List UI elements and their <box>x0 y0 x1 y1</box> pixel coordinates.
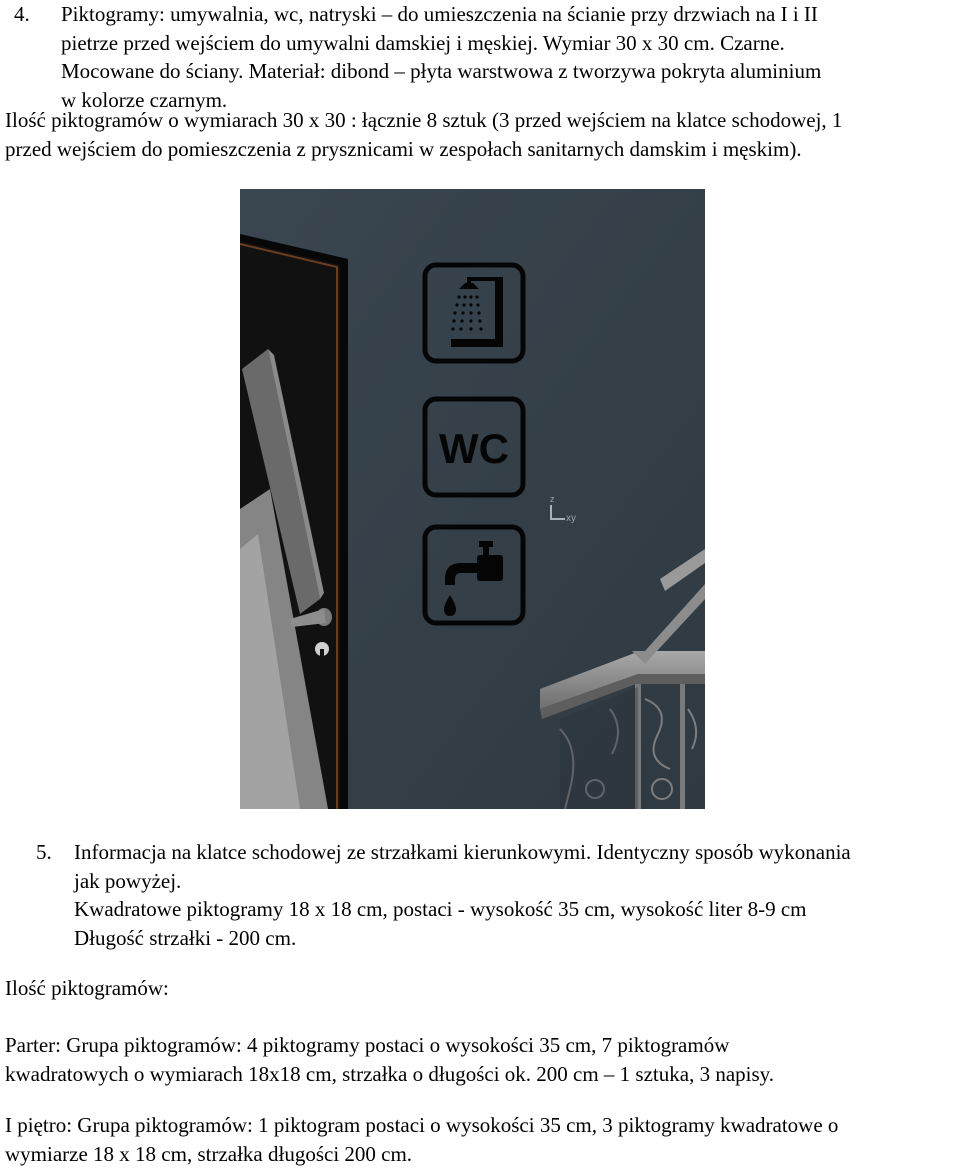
pictogram-count-heading: Ilość piktogramów: <box>5 974 169 1003</box>
section-4 <box>14 0 821 114</box>
ground-floor-line-2: kwadratowych o wymiarach 18x18 cm, strzałka o długości ok. 200 cm – 1 sztuka, 3 napisy. <box>5 1060 774 1089</box>
section-4-count-line-1: Ilość piktogramów o wymiarach 30 x 30 : łącznie 8 sztuk (3 przed wejściem na klatce schodowej, 1 <box>5 106 842 135</box>
first-floor-paragraph <box>5 1111 838 1168</box>
ground-floor-line-1: Parter: Grupa piktogramów: 4 piktogramy postaci o wysokości 35 cm, 7 piktogramów <box>5 1031 774 1060</box>
section-4-count-line-2: przed wejściem do pomieszczenia z prysznicami w zespołach sanitarnych damskim i męskim). <box>5 135 842 164</box>
section-5-line-2: jak powyżej. <box>36 867 851 896</box>
section-5 <box>36 838 851 952</box>
axis-label-xy: xy <box>566 513 576 524</box>
axis-label-z: z <box>550 494 555 504</box>
pictogram-visualization-image <box>240 189 705 809</box>
section-4-line-2: pietrze przed wejściem do umywalni damskiej i męskiej. Wymiar 30 x 30 cm. Czarne. <box>14 29 821 58</box>
section-4-line-4: w kolorze czarnym. <box>14 86 821 115</box>
door <box>240 234 348 809</box>
wc-label: WC <box>439 425 509 472</box>
section-5-line-4: Długość strzałki - 200 cm. <box>36 924 851 953</box>
first-floor-line-1: I piętro: Grupa piktogramów: 1 piktogram postaci o wysokości 35 cm, 3 piktogramy kwadratowe o <box>5 1111 838 1140</box>
section-4-line-3: Mocowane do ściany. Materiał: dibond – płyta warstwowa z tworzywa pokryta aluminium <box>14 57 821 86</box>
section-4-pictogram-count <box>5 106 842 163</box>
section-5-line-1: 5. Informacja na klatce schodowej ze strzałkami kierunkowymi. Identyczny sposób wykonania <box>36 838 851 867</box>
section-4-number: 4. <box>14 0 61 29</box>
section-5-line-3: Kwadratowe piktogramy 18 x 18 cm, postaci - wysokość 35 cm, wysokość liter 8-9 cm <box>36 895 851 924</box>
section-4-line-1: 4. Piktogramy: umywalnia, wc, natryski – do umieszczenia na ścianie przy drzwiach na I i II <box>14 0 821 29</box>
first-floor-line-2: wymiarze 18 x 18 cm, strzałka długości 200 cm. <box>5 1140 838 1168</box>
section-5-number: 5. <box>36 838 74 867</box>
ground-floor-paragraph <box>5 1031 774 1088</box>
